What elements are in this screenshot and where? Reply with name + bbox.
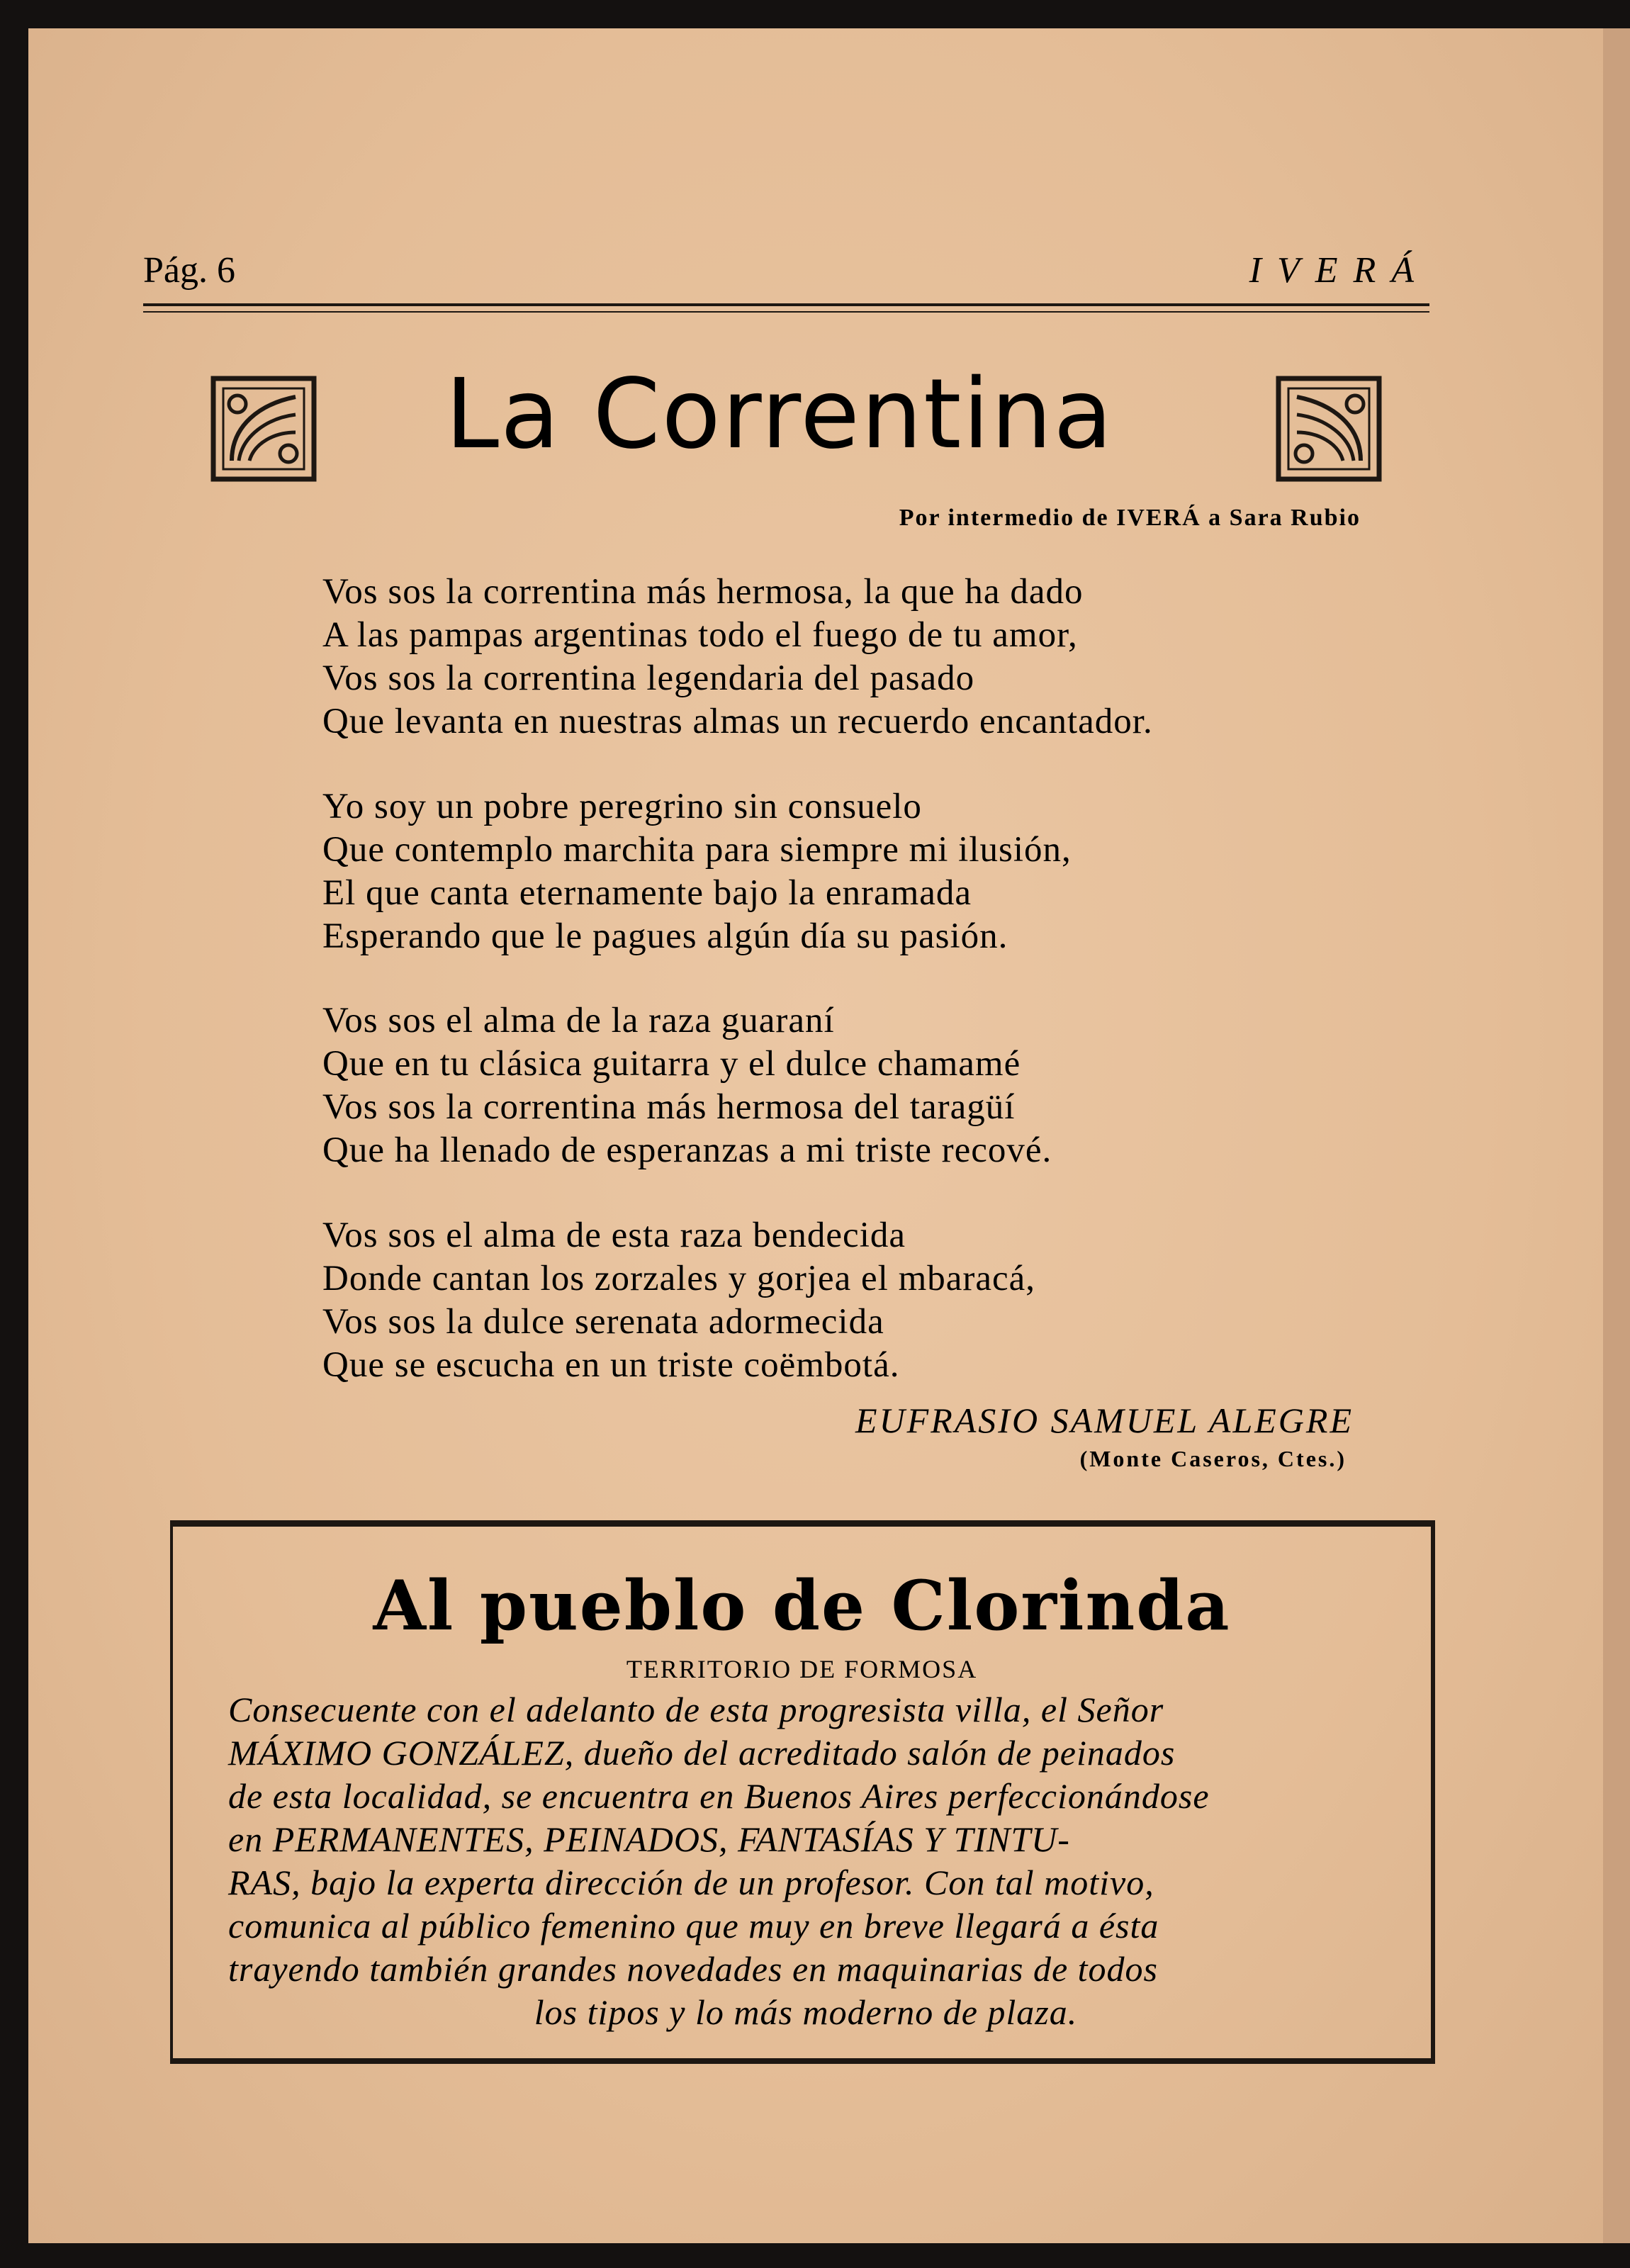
advertisement-box (170, 1520, 1435, 2064)
page-spine (1603, 28, 1630, 2243)
poem-line: Vos sos la dulce serenata adormecida (322, 1302, 884, 1342)
poem-line: Que levanta en nuestras almas un recuerdo encantador. (322, 702, 1153, 741)
poem-line: Yo soy un pobre peregrino sin consuelo (322, 787, 922, 826)
advertisement-line: los tipos y lo más moderno de plaza. (534, 1992, 1078, 2032)
page-header (143, 249, 1429, 299)
poem-line: Vos sos la correntina más hermosa del taragüí (322, 1087, 1016, 1127)
advertisement-line: MÁXIMO GONZÁLEZ, dueño del acreditado salón de peinados (228, 1733, 1176, 1773)
advertisement-line: de esta localidad, se encuentra en Buenos Aires perfeccionándose (228, 1776, 1210, 1816)
advertisement-line: en PERMANENTES, PEINADOS, FANTASÍAS Y TINTU- (228, 1819, 1070, 1859)
poem-line: El que canta eternamente bajo la enramada (322, 873, 972, 913)
dedication: Por intermedio de IVERÁ a Sara Rubio (899, 505, 1361, 531)
advertisement-line: Consecuente con el adelanto de esta progresista villa, el Señor (228, 1690, 1164, 1729)
stanza (322, 571, 1386, 743)
poem-line: Vos sos el alma de la raza guaraní (322, 1001, 835, 1040)
stanza (322, 999, 1386, 1172)
running-title: IVERÁ (1249, 250, 1429, 291)
advertisement-title: Al pueblo de Clorinda (373, 1566, 1231, 1646)
advertisement-line: comunica al público femenino que muy en breve llegará a ésta (228, 1906, 1159, 1946)
stanza (322, 1214, 1386, 1387)
poem-place: (Monte Caseros, Ctes.) (1079, 1446, 1347, 1471)
poem-line: A las pampas argentinas todo el fuego de tu amor, (322, 615, 1078, 655)
advertisement-subtitle: TERRITORIO DE FORMOSA (626, 1655, 978, 1683)
poem-line: Que ha llenado de esperanzas a mi triste recové. (322, 1130, 1052, 1170)
poem-author: EUFRASIO SAMUEL ALEGRE (855, 1400, 1354, 1440)
poem-line: Donde cantan los zorzales y gorjea el mbaracá, (322, 1259, 1036, 1298)
right-ornament-icon (1276, 376, 1382, 482)
poem-line: Que contemplo marchita para siempre mi ilusión, (322, 830, 1072, 870)
stanza (322, 785, 1386, 958)
advertisement-line: trayendo también grandes novedades en maquinarias de todos (228, 1949, 1159, 1989)
advertisement-line: RAS, bajo la experta dirección de un profesor. Con tal motivo, (228, 1863, 1154, 1902)
poem-line: Esperando que le pagues algún día su pasión. (322, 916, 1008, 956)
header-rule (143, 303, 1429, 313)
page-number: Pág. 6 (143, 250, 235, 291)
poem-line: Vos sos la correntina legendaria del pasado (322, 658, 975, 698)
poem-line: Que en tu clásica guitarra y el dulce chamamé (322, 1044, 1021, 1084)
poem-title: La Correntina (445, 359, 1114, 471)
left-ornament-icon (210, 376, 317, 482)
poem-line: Que se escucha en un triste coëmbotá. (322, 1345, 900, 1385)
poem-line: Vos sos el alma de esta raza bendecida (322, 1216, 906, 1255)
poem-line: Vos sos la correntina más hermosa, la que ha dado (322, 572, 1084, 612)
advertisement-body (228, 1688, 1383, 2034)
